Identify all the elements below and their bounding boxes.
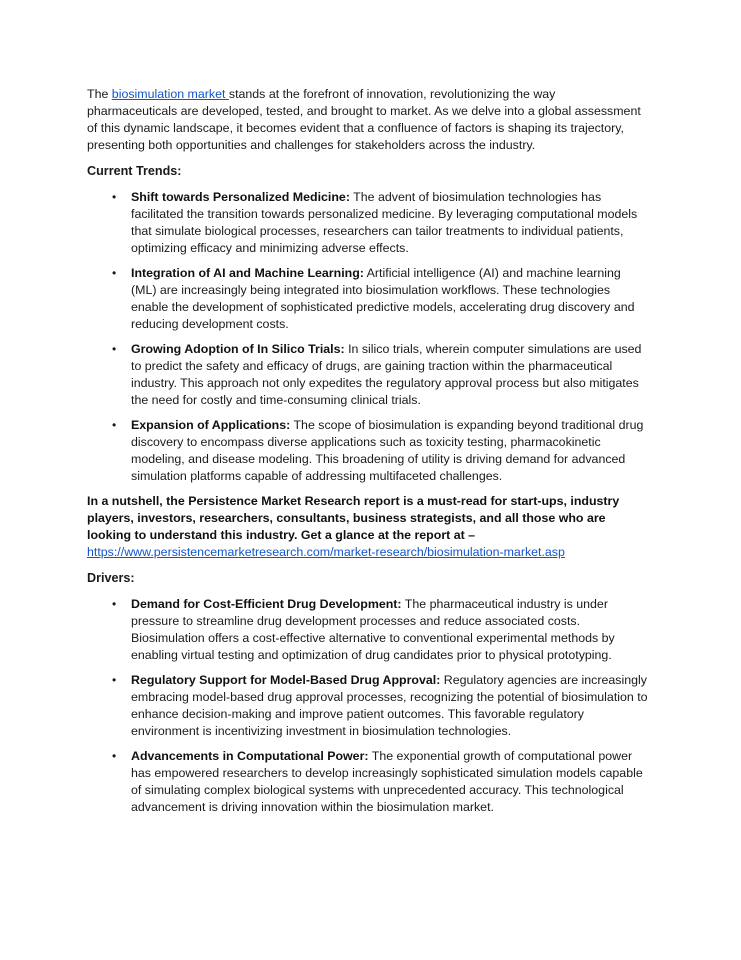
list-item <box>87 596 649 664</box>
document-page <box>87 86 649 824</box>
bullet-icon: • <box>112 190 117 204</box>
item-text: Artificial intelligence (AI) and machine learning (ML) are increasingly being integrated into biosimulation workflows. These technologies enable the development of sophisticated predictive models, accelerating drug discovery and reducing development costs. <box>131 266 635 331</box>
bullet-icon: • <box>112 673 117 687</box>
item-title: Expansion of Applications: <box>131 418 291 432</box>
item-title: Shift towards Personalized Medicine: <box>131 190 350 204</box>
biosimulation-market-link[interactable]: biosimulation market <box>111 87 229 101</box>
item-title: Regulatory Support for Model-Based Drug Approval: <box>131 673 441 687</box>
item-text: In silico trials, wherein computer simulations are used to predict the safety and efficacy of drugs, are gaining traction within the pharmaceutical industry. This approach not only expedites the regulatory approval process but also mitigates the need for costly and time-consuming clinical trials. <box>131 342 642 407</box>
list-item <box>87 748 649 816</box>
bullet-icon: • <box>112 749 117 763</box>
intro-text: stands at the forefront of innovation, revolutionizing the way pharmaceuticals are developed, tested, and brought to market. As we delve into a global assessment of this dynamic landscape, it becomes evident that a confluence of factors is shaping its trajectory, presenting both opportunities and challenges for stakeholders across the industry. <box>87 87 641 152</box>
list-item <box>87 417 649 485</box>
current-trends-heading: Current Trends: <box>87 164 182 178</box>
intro-prefix: The <box>87 87 112 101</box>
intro-paragraph <box>87 86 649 154</box>
bullet-icon: • <box>112 342 117 356</box>
trends-list <box>87 189 649 485</box>
item-text: Regulatory agencies are increasingly embracing model-based drug approval processes, recognizing the potential of biosimulation to enhance decision-making and improve patient outcomes. This favorable regulatory environment is incentivizing investment in biosimulation technologies. <box>131 673 648 738</box>
item-title: Integration of AI and Machine Learning: <box>131 266 364 280</box>
report-link[interactable]: https://www.persistencemarketresearch.com/market-research/biosimulation-market.asp <box>87 545 565 559</box>
bullet-icon: • <box>112 597 117 611</box>
nutshell-paragraph <box>87 493 649 561</box>
list-item <box>87 341 649 409</box>
list-item <box>87 672 649 740</box>
item-title: Growing Adoption of In Silico Trials: <box>131 342 345 356</box>
item-text: The pharmaceutical industry is under pressure to streamline drug development processes and reduce associated costs. Biosimulation offers a cost-effective alternative to conventional experimental methods by enabling virtual testing and optimization of drug candidates prior to physical prototyping. <box>131 597 615 662</box>
item-text: The advent of biosimulation technologies has facilitated the transition towards personalized medicine. By leveraging computational models that simulate biological processes, researchers can tailor treatments to individual patients, optimizing efficacy and minimizing adverse effects. <box>131 190 638 255</box>
bullet-icon: • <box>112 418 117 432</box>
item-text: The scope of biosimulation is expanding beyond traditional drug discovery to encompass diverse applications such as toxicity testing, pharmacokinetic modeling, and disease modeling. This broadening of utility is driving demand for advanced simulation platforms capable of addressing multifaceted challenges. <box>131 418 644 483</box>
item-title: Advancements in Computational Power: <box>131 749 369 763</box>
list-item <box>87 189 649 257</box>
bullet-icon: • <box>112 266 117 280</box>
nutshell-text: In a nutshell, the Persistence Market Research report is a must-read for start-ups, industry players, investors, researchers, consultants, business strategists, and all those who are looking to understand this industry. Get a glance at the report at – <box>87 494 620 542</box>
item-text: The exponential growth of computational power has empowered researchers to develop increasingly sophisticated simulation models capable of simulating complex biological systems with unprecedented accuracy. This technological advancement is driving innovation within the biosimulation market. <box>131 749 643 814</box>
drivers-list <box>87 596 649 816</box>
list-item <box>87 265 649 333</box>
item-title: Demand for Cost-Efficient Drug Development: <box>131 597 402 611</box>
drivers-heading: Drivers: <box>87 571 135 585</box>
